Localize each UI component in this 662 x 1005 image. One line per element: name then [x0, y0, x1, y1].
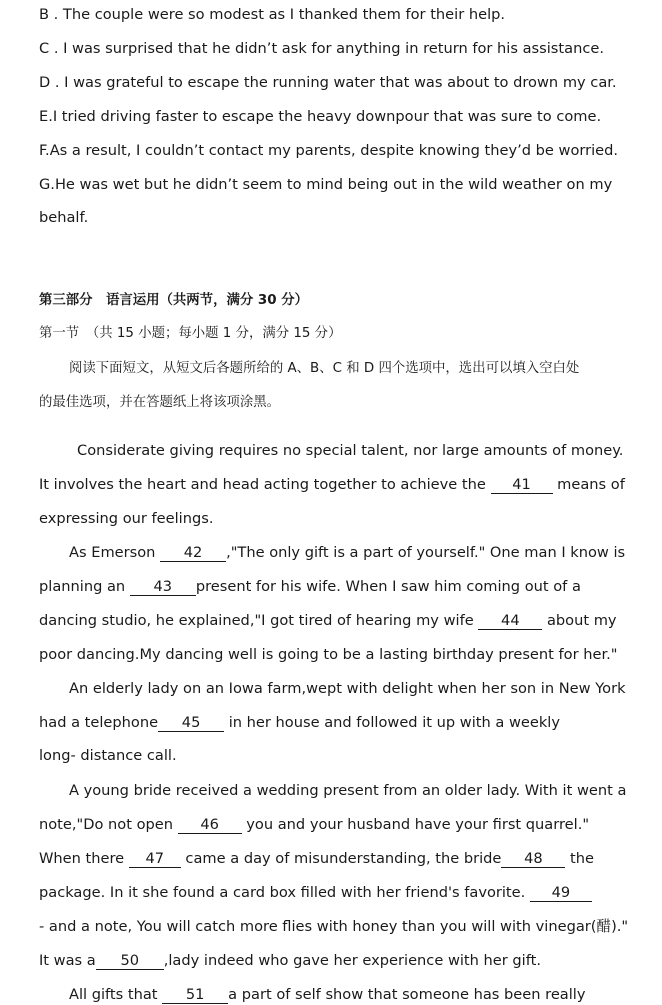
section-heading: 第三部分 语言运用（共两节，满分 30 分）: [39, 293, 308, 308]
option-e: E.I tried driving faster to escape the heavy downpour that was sure to come.: [39, 108, 602, 125]
passage-text: It involves the heart and head acting together to achieve the: [39, 476, 491, 493]
passage-text: ,"The only gift is a part of yourself." One man I know is: [226, 544, 626, 561]
passage-text: All gifts that: [69, 986, 163, 1003]
passage-text: had a telephone: [39, 714, 159, 731]
passage-line: [39, 849, 594, 869]
passage-text: present for his wife. When I saw him coming out of a: [195, 578, 581, 595]
passage-line: poor dancing.My dancing well is going to be a lasting birthday present for her.": [39, 646, 618, 663]
passage-line: [69, 543, 625, 563]
passage-line: [39, 713, 560, 733]
blank-49[interactable]: 49: [530, 884, 592, 902]
blank-47[interactable]: 47: [129, 850, 181, 868]
passage-line: [39, 815, 589, 835]
passage-line: - and a note, You will catch more flies with honey than you will with vinegar(醋).": [39, 918, 629, 935]
passage-line: [39, 883, 592, 903]
option-b: B . The couple were so modest as I thanked them for their help.: [39, 6, 506, 23]
passage-text: a part of self show that someone has been really: [228, 986, 586, 1003]
instruction-line-1: 阅读下面短文，从短文后各题所给的 A、B、C 和 D 四个选项中，选出可以填入空白处: [69, 361, 580, 376]
blank-48[interactable]: 48: [501, 850, 565, 868]
option-g: G.He was wet but he didn’t seem to mind being out in the wild weather on my: [39, 176, 613, 193]
passage-text: When there: [39, 850, 129, 867]
passage-line: [39, 577, 581, 597]
passage-text: dancing studio, he explained,"I got tired of hearing my wife: [39, 612, 479, 629]
passage-text: means of: [552, 476, 625, 493]
option-c: C . I was surprised that he didn’t ask for anything in return for his assistance.: [39, 40, 604, 57]
passage-text: came a day of misunderstanding, the bride: [180, 850, 502, 867]
passage-line: long- distance call.: [39, 747, 177, 764]
blank-42[interactable]: 42: [160, 544, 226, 562]
passage-line: A young bride received a wedding present from an older lady. With it went a: [69, 782, 627, 799]
passage-line: Considerate giving requires no special talent, nor large amounts of money.: [77, 442, 624, 459]
passage-text: the: [565, 850, 594, 867]
passage-line: [39, 611, 617, 631]
passage-line: An elderly lady on an Iowa farm,wept with delight when her son in New York: [69, 680, 626, 697]
blank-51[interactable]: 51: [162, 986, 228, 1004]
option-g-continued: behalf.: [39, 209, 89, 226]
option-f: F.As a result, I couldn’t contact my parents, despite knowing they’d be worried.: [39, 142, 619, 159]
passage-text: you and your husband have your first quarrel.": [241, 816, 590, 833]
blank-50[interactable]: 50: [96, 952, 164, 970]
blank-45[interactable]: 45: [158, 714, 224, 732]
passage-text: As Emerson: [69, 544, 161, 561]
passage-text: about my: [542, 612, 617, 629]
passage-text: ,lady indeed who gave her experience with her gift.: [163, 952, 541, 969]
blank-46[interactable]: 46: [178, 816, 242, 834]
blank-41[interactable]: 41: [491, 476, 553, 494]
blank-44[interactable]: 44: [478, 612, 542, 630]
passage-line: [69, 985, 585, 1005]
passage-text: note,"Do not open: [39, 816, 178, 833]
passage-text: planning an: [39, 578, 130, 595]
passage-text: in her house and followed it up with a weekly: [224, 714, 560, 731]
passage-line: expressing our feelings.: [39, 510, 214, 527]
blank-43[interactable]: 43: [130, 578, 196, 596]
passage-text: package. In it she found a card box filled with her friend's favorite.: [39, 884, 530, 901]
passage-line: [39, 475, 625, 495]
section-subheading: 第一节 （共 15 小题；每小题 1 分，满分 15 分）: [39, 326, 342, 341]
instruction-line-2: 的最佳选项，并在答题纸上将该项涂黑。: [39, 395, 281, 410]
passage-text: It was a: [39, 952, 96, 969]
passage-line: [39, 951, 541, 971]
option-d: D . I was grateful to escape the running water that was about to drown my car.: [39, 74, 617, 91]
